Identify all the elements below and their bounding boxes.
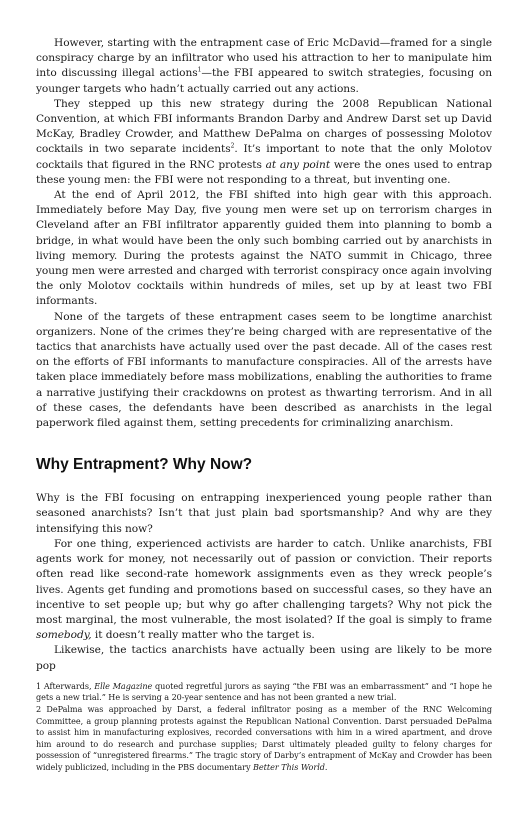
section-entrapment-history [36, 36, 492, 431]
footnote-ref-2: 2 [230, 142, 235, 150]
paragraph: However, starting with the entrapment case of Eric McDavid—framed for a single conspiracy charge by an infiltrator who used his attraction to her to manipulate him into discussing illegal actions$^1$—the FBI appeared to switch strategies, focusing on younger targets who hadn’t actually carried out any actions. [36, 37, 492, 95]
section-heading: Why Entrapment? Why Now? [36, 456, 253, 474]
paragraph: For one thing, experienced activists are harder to catch. Unlike anarchists, FBI agents work for money, not necessarily out of passion or conviction. Their reports often read like second-rate homework assignments even as they wreck people’s lives. Agents get funding and promotions based on successful cases, so they have an incentive to set people up; but why go after challenging targets? Why not pick the most marginal, the most vulnerable, the most isolated? If the goal is simply to frame somebody, it doesn’t really matter who the target is. [36, 537, 492, 642]
footnote-1: 1 Afterwards, Elle Magazine quoted regretful jurors as saying “the FBI was an embarrassment” and “I hope he gets a new trial.” He is serving a 20-year sentence and has not been granted a new trial. [36, 680, 492, 703]
paragraph: At the end of April 2012, the FBI shifted into high gear with this approach. Immediately before May Day, five young men were set up on terrorism charges in Cleveland after an FBI infiltrator apparently guided them into planning to bomb a bridge, in what would have been the only such bombing carried out by anarchists in living memory. During the protests against the NATO summit in Chicago, three young men were arrested and charged with terrorist conspiracy once again involving the only Molotov cocktails within hundreds of miles, set up by at least two FBI informants. [36, 189, 492, 308]
paragraph: Why is the FBI focusing on entrapping inexperienced young people rather than seasoned anarchists? Isn’t that just plain bad sportsmanship? And why are they intensifying this now? [36, 492, 492, 535]
section-why-entrapment [36, 491, 492, 673]
footnote-ref-1: 1 [197, 66, 202, 74]
footnote-2: 2 DePalma was approached by Darst, a federal infiltrator posing as a member of the RNC Welcoming Committee, a group planning protests against the Republican National Convention. Darst persuaded DePalma to assist him in manufacturing explosives, recorded conversations with him in a wired apartment, and drove him around to do research and purchase supplies; Darst ultimately pleaded guilty to felony charges for possession of “unregistered firearms.” The tragic story of Darby’s entrapment of McKay and Crowder has been widely publicized, including in the PBS documentary Better This World. [36, 703, 492, 772]
paragraph: None of the targets of these entrapment cases seem to be longtime anarchist organizers. None of the crimes they’re being charged with are representative of the tactics that anarchists have actually used over the past decade. All of the cases rest on the efforts of FBI informants to manufacture conspiracies. All of the arrests have taken place immediately before mass mobilizations, enabling the authorities to frame a narrative justifying their crackdowns on protest as thwarting terrorism. And in all of these cases, the defendants have been described as anarchists in the legal paperwork filed against them, setting precedents for criminalizing anarchism. [36, 310, 492, 430]
paragraph: They stepped up this new strategy during the 2008 Republican National Convention, at which FBI informants Brandon Darby and Andrew Darst set up David McKay, Bradley Crowder, and Matthew DePalma on charges of possessing Molotov cocktails in two separate incidents$^2$. It’s important to note that the only Molotov cocktails that figured in the RNC protests at any point were the ones used to entrap these young men: the FBI were not responding to a threat, but inventing one. [36, 97, 492, 186]
paragraph: Likewise, the tactics anarchists have actually been using are likely to be more pop [36, 644, 492, 672]
footnotes [36, 681, 492, 774]
